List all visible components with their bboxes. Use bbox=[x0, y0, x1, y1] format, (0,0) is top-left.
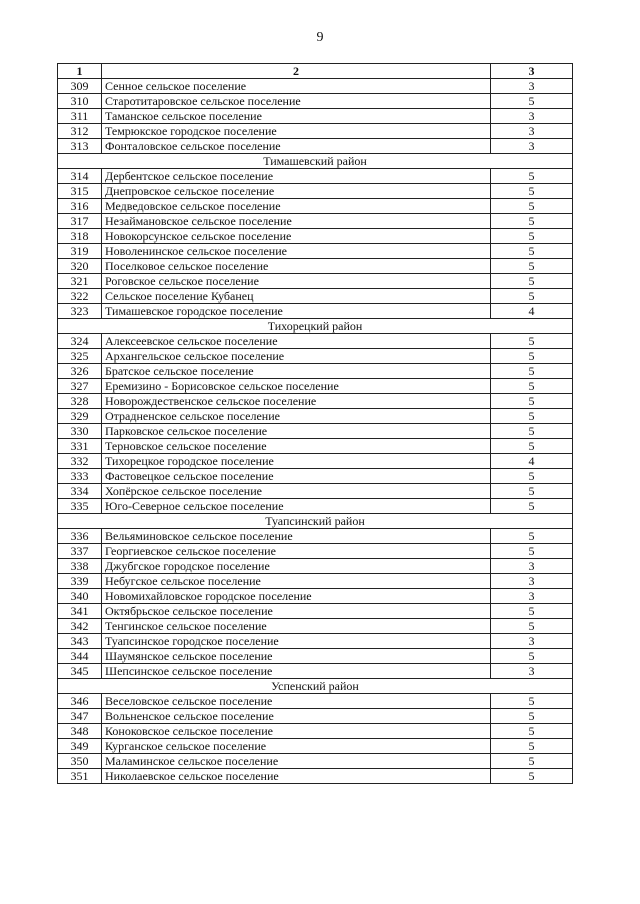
table-row bbox=[58, 214, 573, 229]
row-number: 318 bbox=[58, 229, 102, 244]
row-number: 320 bbox=[58, 259, 102, 274]
settlement-name: Юго-Северное сельское поселение bbox=[102, 499, 491, 514]
settlement-value: 5 bbox=[491, 739, 573, 754]
column-header-name: 2 bbox=[102, 64, 491, 79]
row-number: 348 bbox=[58, 724, 102, 739]
settlement-value: 5 bbox=[491, 424, 573, 439]
settlement-name: Октябрьское сельское поселение bbox=[102, 604, 491, 619]
row-number: 314 bbox=[58, 169, 102, 184]
row-number: 338 bbox=[58, 559, 102, 574]
district-heading-row bbox=[58, 679, 573, 694]
settlement-name: Хопёрское сельское поселение bbox=[102, 484, 491, 499]
settlement-name: Небугское сельское поселение bbox=[102, 574, 491, 589]
settlement-value: 3 bbox=[491, 589, 573, 604]
row-number: 351 bbox=[58, 769, 102, 784]
settlement-name: Поселковое сельское поселение bbox=[102, 259, 491, 274]
table-row bbox=[58, 229, 573, 244]
settlement-name: Архангельское сельское поселение bbox=[102, 349, 491, 364]
settlement-value: 3 bbox=[491, 634, 573, 649]
row-number: 341 bbox=[58, 604, 102, 619]
table-row bbox=[58, 544, 573, 559]
settlement-value: 5 bbox=[491, 499, 573, 514]
settlement-name: Новомихайловское городское поселение bbox=[102, 589, 491, 604]
row-number: 316 bbox=[58, 199, 102, 214]
row-number: 335 bbox=[58, 499, 102, 514]
table-row bbox=[58, 739, 573, 754]
settlement-name: Алексеевское сельское поселение bbox=[102, 334, 491, 349]
row-number: 309 bbox=[58, 79, 102, 94]
table-row bbox=[58, 274, 573, 289]
settlement-name: Братское сельское поселение bbox=[102, 364, 491, 379]
table-row bbox=[58, 349, 573, 364]
settlement-value: 3 bbox=[491, 139, 573, 154]
row-number: 323 bbox=[58, 304, 102, 319]
row-number: 329 bbox=[58, 409, 102, 424]
settlement-name: Джубгское городское поселение bbox=[102, 559, 491, 574]
row-number: 327 bbox=[58, 379, 102, 394]
settlement-name: Шепсинское сельское поселение bbox=[102, 664, 491, 679]
settlement-value: 5 bbox=[491, 364, 573, 379]
settlement-value: 3 bbox=[491, 109, 573, 124]
settlement-name: Еремизино - Борисовское сельское поселение bbox=[102, 379, 491, 394]
column-header-number: 1 bbox=[58, 64, 102, 79]
settlement-value: 5 bbox=[491, 184, 573, 199]
settlement-value: 5 bbox=[491, 694, 573, 709]
settlement-value: 5 bbox=[491, 544, 573, 559]
settlement-name: Веселовское сельское поселение bbox=[102, 694, 491, 709]
row-number: 339 bbox=[58, 574, 102, 589]
settlement-value: 5 bbox=[491, 244, 573, 259]
table-row bbox=[58, 199, 573, 214]
settlement-name: Тихорецкое городское поселение bbox=[102, 454, 491, 469]
row-number: 324 bbox=[58, 334, 102, 349]
settlement-value: 5 bbox=[491, 349, 573, 364]
settlement-name: Новорождественское сельское поселение bbox=[102, 394, 491, 409]
table-body bbox=[58, 79, 573, 784]
table-row bbox=[58, 724, 573, 739]
settlement-name: Курганское сельское поселение bbox=[102, 739, 491, 754]
row-number: 342 bbox=[58, 619, 102, 634]
table-row bbox=[58, 454, 573, 469]
settlement-name: Шаумянское сельское поселение bbox=[102, 649, 491, 664]
row-number: 336 bbox=[58, 529, 102, 544]
settlement-name: Старотитаровское сельское поселение bbox=[102, 94, 491, 109]
table-row bbox=[58, 619, 573, 634]
row-number: 319 bbox=[58, 244, 102, 259]
settlement-name: Отрадненское сельское поселение bbox=[102, 409, 491, 424]
table-header-row bbox=[58, 64, 573, 79]
table-row bbox=[58, 649, 573, 664]
settlement-name: Коноковское сельское поселение bbox=[102, 724, 491, 739]
table-row bbox=[58, 559, 573, 574]
settlement-value: 5 bbox=[491, 214, 573, 229]
settlement-name: Дербентское сельское поселение bbox=[102, 169, 491, 184]
table-row bbox=[58, 574, 573, 589]
table-row bbox=[58, 364, 573, 379]
settlement-name: Сенное сельское поселение bbox=[102, 79, 491, 94]
table-row bbox=[58, 289, 573, 304]
settlement-value: 5 bbox=[491, 169, 573, 184]
settlement-name: Терновское сельское поселение bbox=[102, 439, 491, 454]
settlement-value: 5 bbox=[491, 229, 573, 244]
settlement-name: Темрюкское городское поселение bbox=[102, 124, 491, 139]
table-row bbox=[58, 79, 573, 94]
table-row bbox=[58, 409, 573, 424]
column-header-value: 3 bbox=[491, 64, 573, 79]
row-number: 350 bbox=[58, 754, 102, 769]
settlement-value: 5 bbox=[491, 484, 573, 499]
table-row bbox=[58, 244, 573, 259]
table-row bbox=[58, 334, 573, 349]
settlement-value: 5 bbox=[491, 754, 573, 769]
table-row bbox=[58, 709, 573, 724]
row-number: 345 bbox=[58, 664, 102, 679]
table-row bbox=[58, 169, 573, 184]
row-number: 321 bbox=[58, 274, 102, 289]
settlement-name: Новокорсунское сельское поселение bbox=[102, 229, 491, 244]
settlement-name: Медведовское сельское поселение bbox=[102, 199, 491, 214]
settlement-value: 5 bbox=[491, 409, 573, 424]
row-number: 343 bbox=[58, 634, 102, 649]
table-row bbox=[58, 769, 573, 784]
table-row bbox=[58, 529, 573, 544]
row-number: 333 bbox=[58, 469, 102, 484]
settlement-value: 5 bbox=[491, 394, 573, 409]
district-heading-row bbox=[58, 319, 573, 334]
table-row bbox=[58, 304, 573, 319]
settlement-value: 4 bbox=[491, 304, 573, 319]
settlement-value: 5 bbox=[491, 529, 573, 544]
settlement-value: 5 bbox=[491, 439, 573, 454]
table-row bbox=[58, 499, 573, 514]
row-number: 349 bbox=[58, 739, 102, 754]
row-number: 313 bbox=[58, 139, 102, 154]
settlement-name: Тенгинское сельское поселение bbox=[102, 619, 491, 634]
settlement-name: Фонталовское сельское поселение bbox=[102, 139, 491, 154]
row-number: 347 bbox=[58, 709, 102, 724]
settlement-value: 5 bbox=[491, 334, 573, 349]
settlement-value: 4 bbox=[491, 454, 573, 469]
settlement-value: 5 bbox=[491, 724, 573, 739]
settlement-value: 3 bbox=[491, 574, 573, 589]
table-row bbox=[58, 259, 573, 274]
row-number: 322 bbox=[58, 289, 102, 304]
settlement-value: 5 bbox=[491, 379, 573, 394]
row-number: 311 bbox=[58, 109, 102, 124]
district-heading: Тимашевский район bbox=[58, 154, 573, 169]
table-row bbox=[58, 694, 573, 709]
row-number: 310 bbox=[58, 94, 102, 109]
settlement-name: Незаймановское сельское поселение bbox=[102, 214, 491, 229]
settlement-value: 3 bbox=[491, 664, 573, 679]
settlement-value: 5 bbox=[491, 619, 573, 634]
table-row bbox=[58, 109, 573, 124]
row-number: 337 bbox=[58, 544, 102, 559]
table-row bbox=[58, 184, 573, 199]
row-number: 328 bbox=[58, 394, 102, 409]
settlement-value: 5 bbox=[491, 469, 573, 484]
settlement-value: 5 bbox=[491, 289, 573, 304]
district-heading: Успенский район bbox=[58, 679, 573, 694]
settlement-name: Сельское поселение Кубанец bbox=[102, 289, 491, 304]
row-number: 312 bbox=[58, 124, 102, 139]
settlement-value: 5 bbox=[491, 94, 573, 109]
row-number: 344 bbox=[58, 649, 102, 664]
district-heading: Тихорецкий район bbox=[58, 319, 573, 334]
settlement-name: Тимашевское городское поселение bbox=[102, 304, 491, 319]
settlement-name: Вельяминовское сельское поселение bbox=[102, 529, 491, 544]
settlement-value: 3 bbox=[491, 124, 573, 139]
page-number: 9 bbox=[316, 30, 324, 45]
table-row bbox=[58, 484, 573, 499]
table-row bbox=[58, 604, 573, 619]
settlement-name: Николаевское сельское поселение bbox=[102, 769, 491, 784]
settlement-value: 5 bbox=[491, 649, 573, 664]
settlement-value: 5 bbox=[491, 769, 573, 784]
table-row bbox=[58, 589, 573, 604]
table-row bbox=[58, 379, 573, 394]
table-row bbox=[58, 664, 573, 679]
settlement-value: 5 bbox=[491, 259, 573, 274]
settlement-value: 5 bbox=[491, 199, 573, 214]
table-row bbox=[58, 634, 573, 649]
settlement-name: Фастовецкое сельское поселение bbox=[102, 469, 491, 484]
row-number: 326 bbox=[58, 364, 102, 379]
row-number: 325 bbox=[58, 349, 102, 364]
settlement-name: Таманское сельское поселение bbox=[102, 109, 491, 124]
table-row bbox=[58, 394, 573, 409]
settlement-name: Туапсинское городское поселение bbox=[102, 634, 491, 649]
table-row bbox=[58, 139, 573, 154]
settlement-name: Роговское сельское поселение bbox=[102, 274, 491, 289]
row-number: 346 bbox=[58, 694, 102, 709]
district-heading: Туапсинский район bbox=[58, 514, 573, 529]
settlement-name: Маламинское сельское поселение bbox=[102, 754, 491, 769]
table-row bbox=[58, 469, 573, 484]
settlement-value: 3 bbox=[491, 79, 573, 94]
row-number: 330 bbox=[58, 424, 102, 439]
settlement-value: 5 bbox=[491, 274, 573, 289]
row-number: 340 bbox=[58, 589, 102, 604]
settlement-value: 5 bbox=[491, 604, 573, 619]
table-row bbox=[58, 439, 573, 454]
table-row bbox=[58, 94, 573, 109]
row-number: 331 bbox=[58, 439, 102, 454]
table-row bbox=[58, 424, 573, 439]
settlement-name: Новоленинское сельское поселение bbox=[102, 244, 491, 259]
row-number: 332 bbox=[58, 454, 102, 469]
settlement-name: Вольненское сельское поселение bbox=[102, 709, 491, 724]
table-row bbox=[58, 124, 573, 139]
settlements-table bbox=[57, 63, 573, 784]
district-heading-row bbox=[58, 514, 573, 529]
settlement-name: Днепровское сельское поселение bbox=[102, 184, 491, 199]
row-number: 315 bbox=[58, 184, 102, 199]
row-number: 317 bbox=[58, 214, 102, 229]
settlement-name: Парковское сельское поселение bbox=[102, 424, 491, 439]
settlement-value: 5 bbox=[491, 709, 573, 724]
district-heading-row bbox=[58, 154, 573, 169]
row-number: 334 bbox=[58, 484, 102, 499]
settlement-name: Георгиевское сельское поселение bbox=[102, 544, 491, 559]
table-row bbox=[58, 754, 573, 769]
settlement-value: 3 bbox=[491, 559, 573, 574]
